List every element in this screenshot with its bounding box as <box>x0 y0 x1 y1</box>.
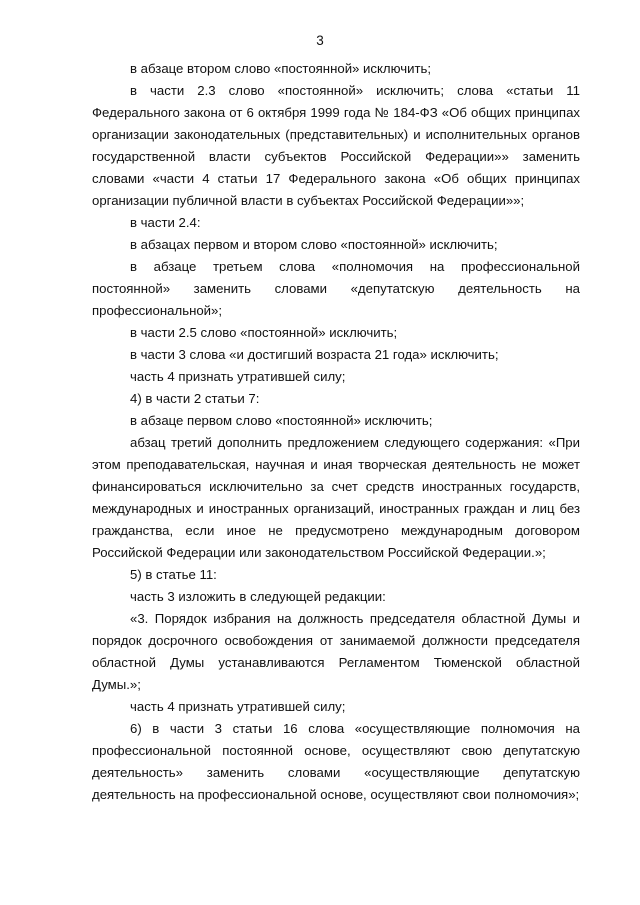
paragraph: в части 2.4: <box>130 215 201 230</box>
paragraph: в части 2.3 слово «постоянной» исключить; слова «статьи 11 Федерального закона от 6 октября 1999 года № 184-ФЗ «Об общих принципах организации законодательных (представительных) и исполнительных органов государственной власти субъектов Российской Федерации»» заменить словами «части 4 статьи 17 Федерального закона «Об общих принципах организации публичной власти в субъектах Российской Федерации»»; <box>92 83 580 208</box>
paragraph: 5) в статье 11: <box>130 567 217 582</box>
paragraph: в части 2.5 слово «постоянной» исключить; <box>130 325 398 340</box>
paragraph: в части 3 слова «и достигший возраста 21 года» исключить; <box>130 347 499 362</box>
paragraph: 4) в части 2 статьи 7: <box>130 391 260 406</box>
paragraph: 6) в части 3 статьи 16 слова «осуществляющие полномочия на профессиональной постоянной основе, осуществляют свою депутатскую деятельность» заменить словами «осуществляющие депутатскую деятельность на профессиональной основе, осуществляют свои полномочия»; <box>92 721 580 802</box>
paragraph: в абзаце втором слово «постоянной» исключить; <box>130 61 432 76</box>
page-number: 3 <box>316 33 324 48</box>
paragraph: в абзаце третьем слова «полномочия на профессиональной постоянной» заменить словами «депутатскую деятельность на профессиональной»; <box>92 259 580 318</box>
paragraph: в абзаце первом слово «постоянной» исключить; <box>130 413 433 428</box>
paragraph: абзац третий дополнить предложением следующего содержания: «При этом преподавательская, научная и иная творческая деятельность не может финансироваться исключительно за счет средств иностранных государств, международных и иностранных организаций, иностранных граждан и лиц без гражданства, если иное не предусмотрено международным договором Российской Федерации или законодательством Российской Федерации.»; <box>92 435 580 560</box>
paragraph: в абзацах первом и втором слово «постоянной» исключить; <box>130 237 498 252</box>
paragraph: часть 4 признать утратившей силу; <box>130 369 346 384</box>
paragraph: часть 3 изложить в следующей редакции: <box>130 589 386 604</box>
paragraph: часть 4 признать утратившей силу; <box>130 699 346 714</box>
paragraph: «3. Порядок избрания на должность председателя областной Думы и порядок досрочного освобождения от занимаемой должности председателя областной Думы устанавливаются Регламентом Тюменской областной Думы.»; <box>92 611 580 692</box>
document-body <box>92 58 580 806</box>
